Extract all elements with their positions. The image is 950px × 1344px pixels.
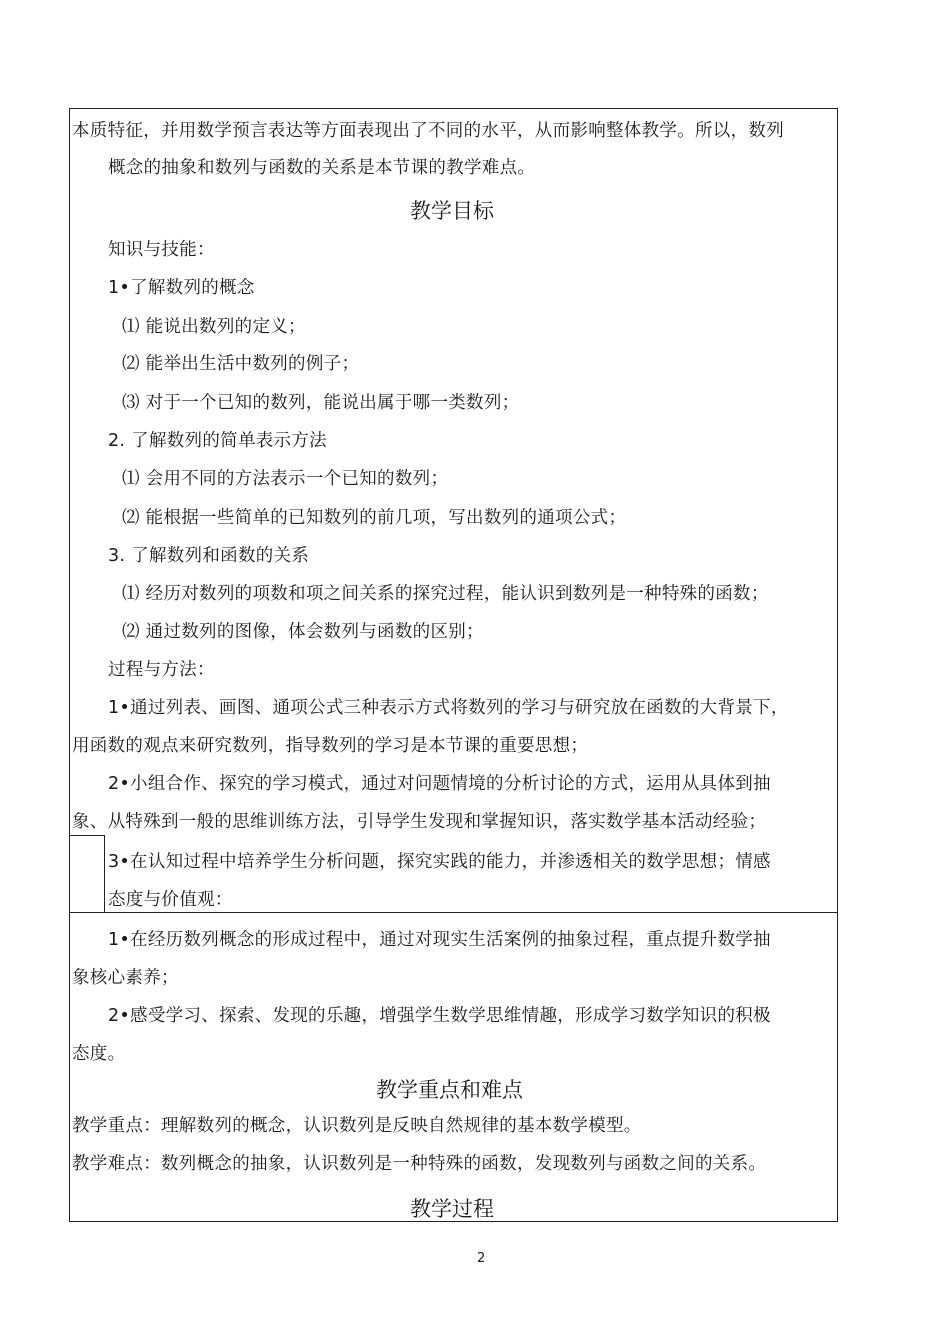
process-text: 象、从特殊到一般的思维训练方法，引导学生发现和掌握知识，落实数学基本活动经验；	[72, 812, 767, 832]
row-divider	[69, 835, 105, 836]
row-divider	[69, 912, 838, 913]
objective-subitem: ⑴ 能说出数列的定义；	[122, 317, 306, 337]
objective-subitem: ⑵ 能举出生活中数列的例子；	[122, 354, 360, 374]
objective-item: 1•了解数列的概念	[108, 278, 255, 298]
objective-subitem: ⑴ 经历对数列的项数和项之间关系的探究过程，能认识到数列是一种特殊的函数；	[122, 584, 769, 604]
subheading-process: 过程与方法：	[108, 660, 215, 680]
section-title-objectives: 教学目标	[410, 199, 494, 223]
process-text: 3•在认知过程中培养学生分析问题，探究实践的能力，并渗透相关的数学思想；情感	[108, 852, 771, 872]
process-text: 用函数的观点来研究数列，指导数列的学习是本节课的重要思想；	[72, 736, 589, 756]
intro-text: 概念的抽象和数列与函数的关系是本节课的教学难点。	[108, 158, 536, 178]
section-title-keypoints: 教学重点和难点	[376, 1078, 523, 1102]
attitude-text: 态度。	[72, 1044, 126, 1064]
key-point-text: 教学重点：理解数列的概念，认识数列是反映自然规律的基本数学模型。	[72, 1116, 642, 1136]
intro-text: 本质特征，并用数学预言表达等方面表现出了不同的水平，从而影响整体教学。所以，数列	[72, 121, 784, 141]
objective-subitem: ⑵ 通过数列的图像，体会数列与函数的区别；	[122, 622, 484, 642]
page-number: 2	[477, 1251, 486, 1266]
objective-subitem: ⑴ 会用不同的方法表示一个已知的数列；	[122, 469, 449, 489]
objective-item: 3. 了解数列和函数的关系	[108, 546, 310, 566]
attitude-text: 象核心素养；	[72, 968, 179, 988]
process-text: 1•通过列表、画图、通项公式三种表示方式将数列的学习与研究放在函数的大背景下，	[108, 698, 789, 718]
attitude-text: 1•在经历数列概念的形成过程中，通过对现实生活案例的抽象过程，重点提升数学抽	[108, 930, 771, 950]
process-text: 态度与价值观：	[108, 890, 233, 910]
objective-subitem: ⑵ 能根据一些简单的已知数列的前几项，写出数列的通项公式；	[122, 508, 627, 528]
section-title-process: 教学过程	[410, 1197, 494, 1221]
cell-divider	[104, 835, 105, 912]
attitude-text: 2•感受学习、探索、发现的乐趣，增强学生数学思维情趣，形成学习数学知识的积极	[108, 1006, 771, 1026]
objective-item: 2. 了解数列的简单表示方法	[108, 431, 327, 451]
objective-subitem: ⑶ 对于一个已知的数列，能说出属于哪一类数列；	[122, 393, 520, 413]
difficulty-text: 教学难点：数列概念的抽象，认识数列是一种特殊的函数，发现数列与函数之间的关系。	[72, 1154, 767, 1174]
process-text: 2•小组合作、探究的学习模式，通过对问题情境的分析讨论的方式，运用从具体到抽	[108, 774, 771, 794]
subheading-knowledge: 知识与技能：	[108, 240, 215, 260]
